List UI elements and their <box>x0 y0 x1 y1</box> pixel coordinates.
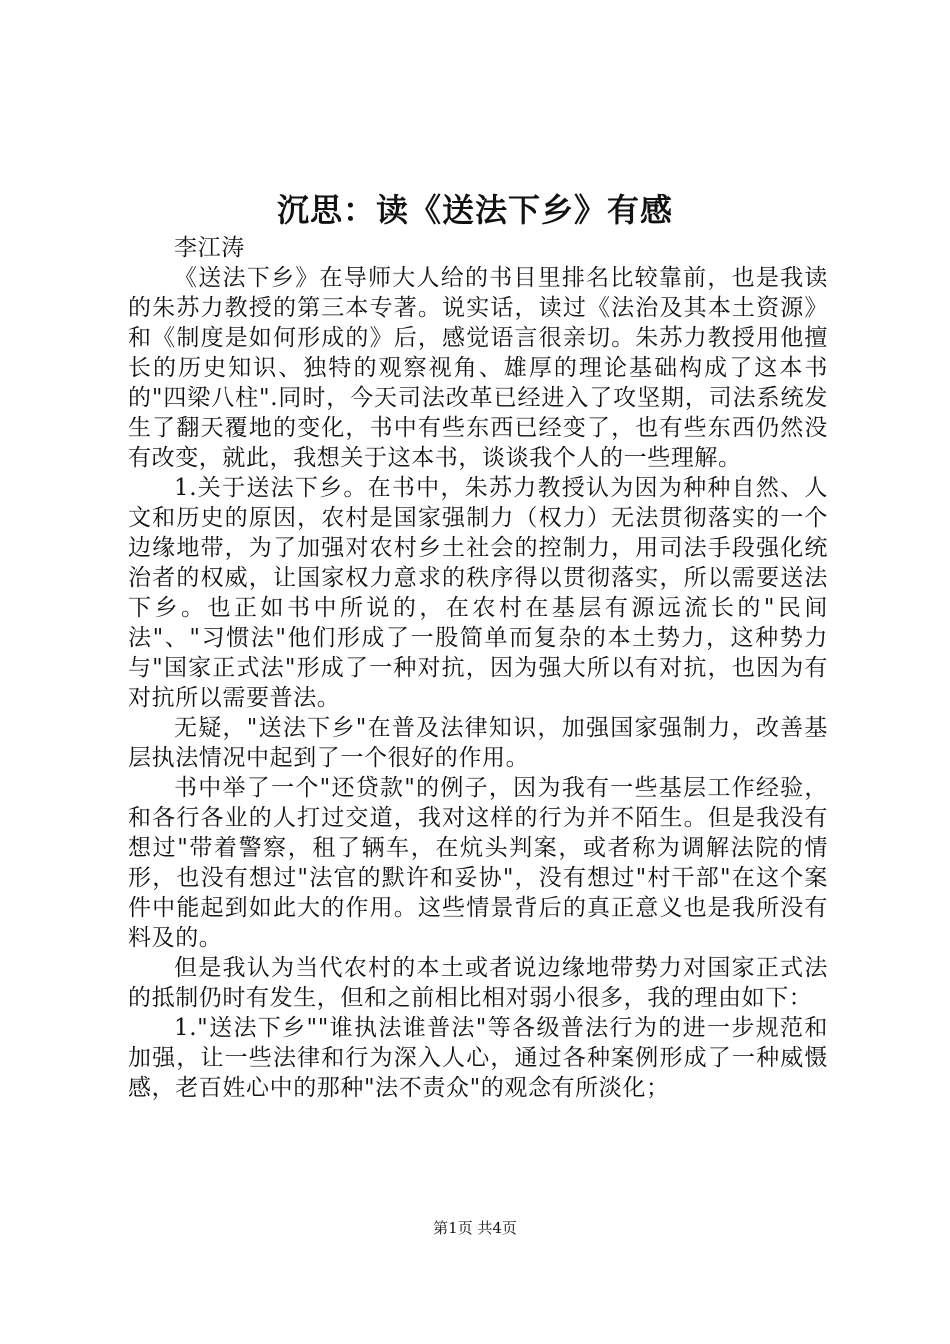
page-number-footer: 第1页 共4页 <box>433 1219 517 1237</box>
document-body <box>128 233 828 1103</box>
paragraph: 无疑，"送法下乡"在普及法律知识，加强国家强制力，改善基层执法情况中起到了一个很好的作用。 <box>128 715 828 771</box>
paragraph: 书中举了一个"还贷款"的例子，因为我有一些基层工作经验，和各行各业的人打过交道，我对这样的行为并不陌生。但是我没有想过"带着警察，租了辆车，在炕头判案，或者称为调解法院的情形，也没有想过"法官的默许和妥协"，没有想过"村干部"在这个案件中能起到如此大的作用。这些情景背后的真正意义也是我所没有料及的。 <box>128 775 828 951</box>
author-name: 李江涛 <box>174 235 245 261</box>
paragraph: 《送法下乡》在导师大人给的书目里排名比较靠前，也是我读的朱苏力教授的第三本专著。说实话，读过《法治及其本土资源》和《制度是如何形成的》后，感觉语言很亲切。朱苏力教授用他擅长的历史知识、独特的观察视角、雄厚的理论基础构成了这本书的"四梁八柱".同时，今天司法改革已经进入了攻坚期，司法系统发生了翻天覆地的变化，书中有些东西已经变了，也有些东西仍然没有改变，就此，我想关于这本书，谈谈我个人的一些理解。 <box>128 265 828 471</box>
paragraph: 1.关于送法下乡。在书中，朱苏力教授认为因为种种自然、人文和历史的原因，农村是国家强制力（权力）无法贯彻落实的一个边缘地带，为了加强对农村乡土社会的控制力，用司法手段强化统治者的权威，让国家权力意求的秩序得以贯彻落实，所以需要送法下乡。也正如书中所说的，在农村在基层有源远流长的"民间法"、"习惯法"他们形成了一股简单而复杂的本土势力，这种势力与"国家正式法"形成了一种对抗，因为强大所以有对抗，也因为有对抗所以需要普法。 <box>128 475 828 711</box>
paragraph: 1."送法下乡""谁执法谁普法"等各级普法行为的进一步规范和加强，让一些法律和行为深入人心，通过各种案例形成了一种威慑感，老百姓心中的那种"法不责众"的观念有所淡化； <box>128 1015 828 1101</box>
paragraph: 但是我认为当代农村的本土或者说边缘地带势力对国家正式法的抵制仍时有发生，但和之前相比相对弱小很多，我的理由如下： <box>128 955 828 1011</box>
document-title: 沉思：读《送法下乡》有感 <box>276 191 673 229</box>
